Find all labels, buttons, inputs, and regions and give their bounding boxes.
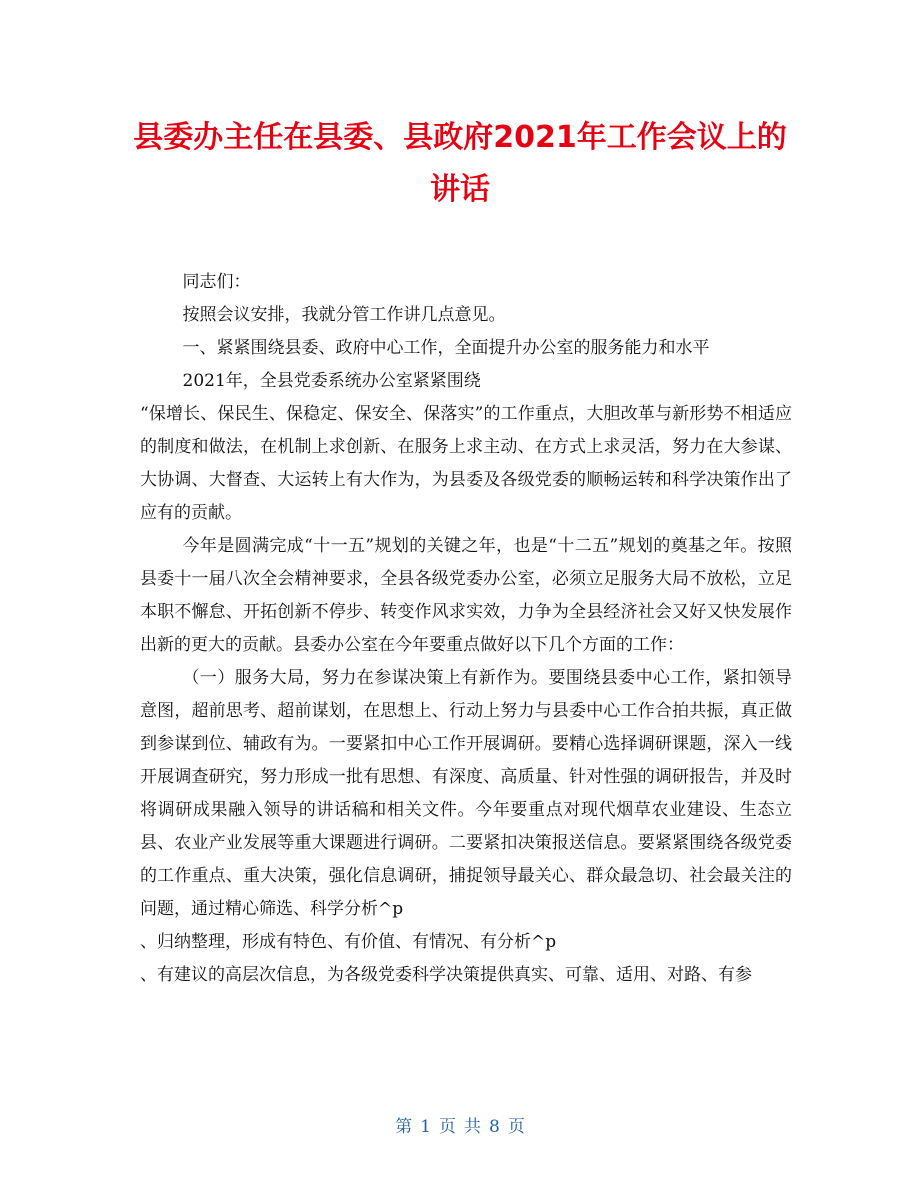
page-unit: 页 <box>439 1117 456 1137</box>
paragraph-salutation: 同志们： <box>182 272 251 292</box>
paragraph-this-year: 今年是圆满完成“十一五”规划的关键之年，也是“十二五”规划的奠基之年。按照县委十一届八次全会精神要求，全县各级党委办公室，必须立足服务大局不放松，立足本职不懈怠、开拓创新不停步、转变作风求实效，力争为全县经济社会又好又快发展作出新的更大的贡献。县委办公室在今年要重点做好以下几个方面的工作： <box>140 536 792 655</box>
total-pages: 8 <box>489 1117 500 1137</box>
paragraph-2021-summary: “保增长、保民生、保稳定、保安全、保落实”的工作重点，大胆改革与新形势不相适应的制度和做法，在机制上求创新、在服务上求主动、在方式上求灵活，努力在大参谋、大协调、大督查、大运转上有大作为，为县委及各级党委的顺畅运转和科学决策作出了应有的贡献。 <box>140 404 792 523</box>
paragraph-2021-summary-start: 2021年，全县党委系统办公室紧紧围绕 <box>182 371 481 391</box>
section-heading-1: 一、紧紧围绕县委、政府中心工作，全面提升办公室的服务能力和水平 <box>182 338 710 358</box>
paragraph-continuation-2: 、有建议的高层次信息，为各级党委科学决策提供真实、可靠、适用、对路、有参 <box>140 965 752 985</box>
total-prefix: 共 <box>464 1117 481 1137</box>
page-footer <box>0 1112 920 1137</box>
paragraph-continuation-1: 、归纳整理，形成有特色、有价值、有情况、有分析^p <box>140 932 557 952</box>
page-number: 1 <box>420 1117 431 1137</box>
paragraph-service-overall: （一）服务大局，努力在参谋决策上有新作为。要围绕县委中心工作，紧扣领导意图，超前思考、超前谋划，在思想上、行动上努力与县委中心工作合拍共振，真正做到参谋到位、辅政有为。一要紧扣中心工作开展调研。要精心选择调研课题，深入一线开展调查研究，努力形成一批有思想、有深度、高质量、针对性强的调研报告，并及时将调研成果融入领导的讲话稿和相关文件。今年要重点对现代烟草农业建设、生态立县、农业产业发展等重大课题进行调研。二要紧扣决策报送信息。要紧紧围绕各级党委的工作重点、重大决策，强化信息调研，捕捉领导最关心、群众最急切、社会最关注的问题，通过精心筛选、科学分析^p <box>140 668 792 919</box>
document-title: 县委办主任在县委、县政府2021年工作会议上的讲话 <box>133 120 787 207</box>
total-unit: 页 <box>507 1117 525 1137</box>
paragraph-intro: 按照会议安排，我就分管工作讲几点意见。 <box>182 305 506 325</box>
page-prefix: 第 <box>395 1117 413 1137</box>
document-body <box>140 266 792 992</box>
